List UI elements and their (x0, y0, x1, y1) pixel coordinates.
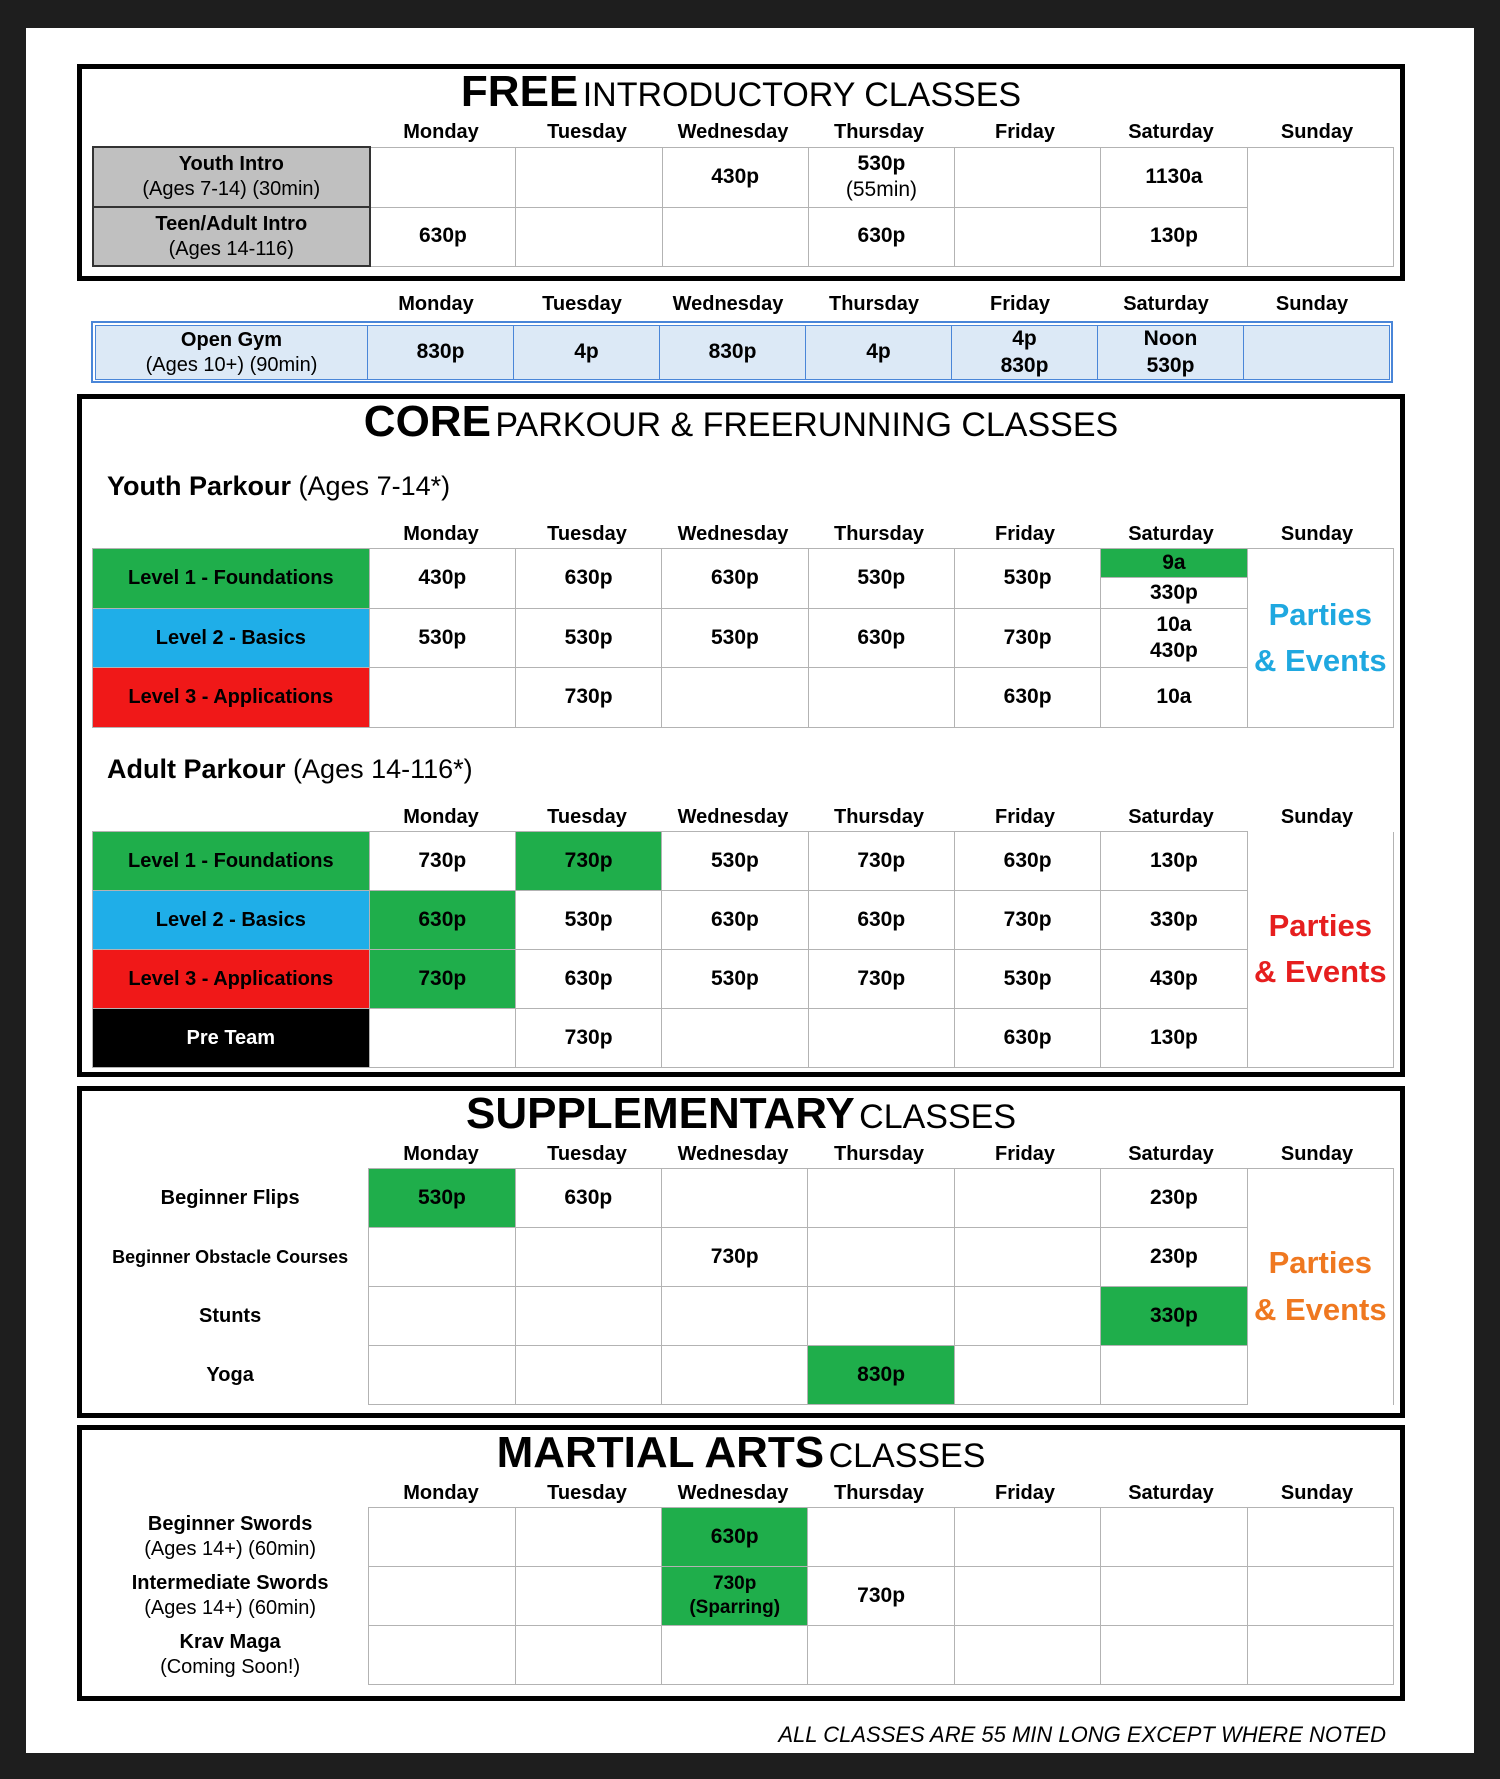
adult-level-1-label: Level 1 - Foundations (93, 832, 370, 891)
parties-label: Parties (1268, 596, 1372, 632)
supplementary-title (82, 1089, 1400, 1139)
schedule-cell (662, 1626, 808, 1685)
teen-intro-label: Teen/Adult Intro (Ages 14-116) (93, 207, 370, 266)
schedule-cell (369, 668, 515, 728)
schedule-cell: Noon 530p (1098, 326, 1244, 380)
supplementary-parties-cell (1247, 1169, 1393, 1405)
day-header-saturday: Saturday (1123, 293, 1209, 315)
day-header-monday: Monday (403, 1143, 479, 1165)
schedule-cell: 830p (660, 326, 806, 380)
schedule-cell (1247, 1626, 1393, 1685)
day-header-friday: Friday (994, 523, 1056, 545)
schedule-cell (808, 1169, 954, 1228)
intro-title-bold: FREE (460, 67, 579, 116)
table-row (93, 832, 1394, 891)
open-gym-day-header (77, 291, 1405, 317)
day-header-saturday: Saturday (1128, 806, 1214, 828)
schedule-cell: 4p (806, 326, 952, 380)
schedule-cell: 1130a (1101, 147, 1247, 207)
schedule-cell (662, 1287, 808, 1346)
footer-note: ALL CLASSES ARE 55 MIN LONG EXCEPT WHERE NOTED (778, 1722, 1386, 1747)
supplementary-title-rest: CLASSES (859, 1098, 1016, 1136)
day-header-saturday: Saturday (1128, 1143, 1214, 1165)
day-header-thursday: Thursday (833, 523, 925, 545)
schedule-cell: 630p (370, 207, 516, 266)
schedule-cell: 730p (515, 1009, 661, 1068)
schedule-cell: 430p (1101, 950, 1247, 1009)
schedule-cell: 630p (808, 207, 954, 266)
schedule-cell: 730p (954, 609, 1100, 668)
day-header-friday: Friday (989, 293, 1051, 315)
day-header-friday: Friday (994, 1482, 1056, 1504)
schedule-cell (954, 1287, 1100, 1346)
schedule-cell (369, 1567, 515, 1626)
schedule-cell-highlight: 630p (369, 891, 515, 950)
open-gym-table (95, 325, 1390, 380)
day-header-tuesday: Tuesday (547, 523, 627, 545)
martial-day-header (82, 1480, 1400, 1506)
krav-maga-label: Krav Maga (Coming Soon!) (92, 1626, 369, 1685)
schedule-cell: 630p (662, 891, 808, 950)
day-header-wednesday: Wednesday (672, 293, 784, 315)
day-header-sunday: Sunday (1280, 1143, 1354, 1165)
pre-team-label: Pre Team (93, 1009, 370, 1068)
table-row (93, 950, 1394, 1009)
schedule-cell: 630p (808, 609, 954, 668)
schedule-cell: 730p (954, 891, 1100, 950)
schedule-cell-highlight: 530p (369, 1169, 515, 1228)
schedule-cell: 630p (954, 1009, 1100, 1068)
schedule-cell: 530p (954, 950, 1100, 1009)
schedule-cell (370, 147, 516, 207)
day-header-sunday: Sunday (1280, 1482, 1354, 1504)
schedule-cell: 630p (515, 950, 661, 1009)
day-header-friday: Friday (994, 1143, 1056, 1165)
table-row (96, 326, 1390, 380)
beginner-flips-label: Beginner Flips (92, 1169, 369, 1228)
day-header-tuesday: Tuesday (547, 806, 627, 828)
day-header-monday: Monday (398, 293, 474, 315)
events-label: & Events (1253, 1291, 1387, 1327)
intro-title-rest: INTRODUCTORY CLASSES (582, 76, 1022, 114)
schedule-cell: 530p (662, 832, 808, 891)
day-header-thursday: Thursday (833, 1143, 925, 1165)
schedule-cell (955, 207, 1101, 266)
schedule-cell: 10a 430p (1101, 609, 1247, 668)
schedule-cell (1244, 326, 1390, 380)
supplementary-table (92, 1168, 1394, 1405)
table-row (92, 1346, 1394, 1405)
schedule-cell-highlight: 830p (808, 1346, 954, 1405)
table-row (93, 207, 1394, 266)
schedule-cell: 4p 830p (952, 326, 1098, 380)
intro-day-header (82, 119, 1400, 145)
martial-arts-table (92, 1507, 1394, 1685)
table-row (93, 549, 1394, 609)
schedule-cell (955, 147, 1101, 207)
martial-arts-title-rest: CLASSES (828, 1437, 986, 1475)
schedule-cell: 430p (662, 147, 808, 207)
martial-arts-title (82, 1428, 1400, 1478)
schedule-cell-highlight: 630p (662, 1508, 808, 1567)
day-header-monday: Monday (403, 121, 479, 143)
day-header-saturday: Saturday (1128, 1482, 1214, 1504)
day-header-tuesday: Tuesday (547, 121, 627, 143)
intermediate-swords-label: Intermediate Swords (Ages 14+) (60min) (92, 1567, 369, 1626)
day-header-monday: Monday (403, 806, 479, 828)
events-label: & Events (1253, 954, 1387, 990)
youth-parkour-heading: Youth Parkour (Ages 7-14*) (107, 471, 451, 501)
schedule-cell: 630p (808, 891, 954, 950)
schedule-cell (1101, 1567, 1247, 1626)
youth-day-header (82, 521, 1400, 547)
schedule-cell-highlight: 330p (1101, 1287, 1247, 1346)
schedule-cell (808, 1009, 954, 1068)
table-row (93, 1009, 1394, 1068)
schedule-cell-highlight: 730p (Sparring) (662, 1567, 808, 1626)
schedule-cell (1101, 1346, 1247, 1405)
schedule-cell (1101, 549, 1247, 609)
youth-parkour-table (92, 548, 1394, 728)
core-title-bold: CORE (363, 397, 491, 446)
day-header-friday: Friday (994, 806, 1056, 828)
schedule-cell (808, 1626, 954, 1685)
schedule-cell (808, 1508, 954, 1567)
schedule-cell (1101, 1626, 1247, 1685)
youth-level-1-label: Level 1 - Foundations (93, 549, 370, 609)
schedule-cell-highlight: 730p (369, 950, 515, 1009)
day-header-thursday: Thursday (833, 121, 925, 143)
slot-text: 330p (1149, 581, 1198, 604)
adult-day-header (82, 804, 1400, 830)
schedule-cell (662, 668, 808, 728)
parties-label: Parties (1268, 1245, 1372, 1281)
day-header-saturday: Saturday (1128, 523, 1214, 545)
adult-parkour-heading: Adult Parkour (Ages 14-116*) (107, 754, 473, 784)
schedule-cell: 530p (662, 609, 808, 668)
table-row (92, 1508, 1394, 1567)
schedule-cell: 630p (662, 549, 808, 609)
day-header-thursday: Thursday (833, 1482, 925, 1504)
day-header-sunday: Sunday (1280, 523, 1354, 545)
schedule-cell (1247, 1567, 1393, 1626)
schedule-cell (662, 1169, 808, 1228)
adult-level-2-label: Level 2 - Basics (93, 891, 370, 950)
core-title (82, 397, 1400, 447)
schedule-cell: 630p (515, 549, 661, 609)
schedule-cell: 530p (808, 549, 954, 609)
schedule-cell: 230p (1101, 1228, 1247, 1287)
day-header-sunday: Sunday (1275, 293, 1349, 315)
schedule-cell (662, 207, 808, 266)
schedule-cell (515, 1626, 661, 1685)
martial-arts-section (77, 1425, 1405, 1701)
day-header-sunday: Sunday (1280, 121, 1354, 143)
schedule-cell (662, 1346, 808, 1405)
schedule-cell (954, 1228, 1100, 1287)
adult-level-3-label: Level 3 - Applications (93, 950, 370, 1009)
open-gym-label: Open Gym (Ages 10+) (90min) (96, 326, 368, 380)
schedule-cell (954, 1567, 1100, 1626)
schedule-cell (515, 1287, 661, 1346)
schedule-cell (516, 207, 662, 266)
schedule-cell: 530p (662, 950, 808, 1009)
yoga-label: Yoga (92, 1346, 369, 1405)
highlight-slot: 9a (1101, 549, 1246, 578)
schedule-cell: 630p (954, 668, 1100, 728)
schedule-cell (808, 668, 954, 728)
schedule-cell (369, 1009, 515, 1068)
day-header-thursday: Thursday (828, 293, 920, 315)
schedule-cell: 530p (515, 609, 661, 668)
schedule-cell: 530p (55min) (808, 147, 954, 207)
schedule-cell: 730p (808, 1567, 954, 1626)
schedule-cell: 530p (954, 549, 1100, 609)
table-row (92, 1567, 1394, 1626)
schedule-cell: 130p (1101, 207, 1247, 266)
day-header-wednesday: Wednesday (677, 523, 789, 545)
schedule-cell (1247, 1508, 1393, 1567)
schedule-cell (1247, 147, 1393, 266)
schedule-cell: 730p (369, 832, 515, 891)
intro-table (92, 146, 1394, 267)
schedule-cell (515, 1567, 661, 1626)
day-header-wednesday: Wednesday (677, 121, 789, 143)
schedule-cell (662, 1009, 808, 1068)
schedule-cell (808, 1228, 954, 1287)
youth-parties-cell (1247, 549, 1393, 728)
table-row (92, 1287, 1394, 1346)
schedule-cell (515, 1508, 661, 1567)
youth-intro-label: Youth Intro (Ages 7-14) (30min) (93, 147, 370, 207)
table-row (93, 147, 1394, 207)
core-section (77, 394, 1405, 1077)
schedule-cell (369, 1228, 515, 1287)
youth-level-2-label: Level 2 - Basics (93, 609, 370, 668)
schedule-cell (369, 1287, 515, 1346)
schedule-cell (516, 147, 662, 207)
day-header-tuesday: Tuesday (547, 1482, 627, 1504)
schedule-cell (515, 1346, 661, 1405)
intro-title (82, 67, 1400, 117)
schedule-cell: 10a (1101, 668, 1247, 728)
day-header-tuesday: Tuesday (547, 1143, 627, 1165)
schedule-page (26, 28, 1474, 1753)
beginner-swords-label: Beginner Swords (Ages 14+) (60min) (92, 1508, 369, 1567)
day-header-thursday: Thursday (833, 806, 925, 828)
martial-arts-title-bold: MARTIAL ARTS (496, 1428, 825, 1477)
supplementary-day-header (82, 1141, 1400, 1167)
events-label: & Events (1253, 643, 1387, 678)
table-row (93, 891, 1394, 950)
schedule-cell: 130p (1101, 1009, 1247, 1068)
day-header-saturday: Saturday (1128, 121, 1214, 143)
table-row (92, 1626, 1394, 1685)
schedule-cell: 730p (662, 1228, 808, 1287)
supplementary-section (77, 1086, 1405, 1418)
schedule-cell (954, 1508, 1100, 1567)
adult-parties-cell (1247, 832, 1393, 1068)
schedule-cell: 830p (368, 326, 514, 380)
intro-section (77, 64, 1405, 281)
stunts-label: Stunts (92, 1287, 369, 1346)
schedule-cell (954, 1169, 1100, 1228)
schedule-cell: 530p (369, 609, 515, 668)
core-title-rest: PARKOUR & FREERUNNING CLASSES (495, 406, 1119, 444)
schedule-cell: 430p (369, 549, 515, 609)
table-row (92, 1169, 1394, 1228)
table-row (92, 1228, 1394, 1287)
day-header-friday: Friday (994, 121, 1056, 143)
schedule-cell (369, 1626, 515, 1685)
schedule-cell: 730p (808, 832, 954, 891)
schedule-cell: 330p (1101, 891, 1247, 950)
youth-level-3-label: Level 3 - Applications (93, 668, 370, 728)
parties-label: Parties (1268, 907, 1372, 943)
day-header-tuesday: Tuesday (542, 293, 622, 315)
schedule-cell: 730p (515, 668, 661, 728)
schedule-cell (954, 1626, 1100, 1685)
schedule-cell: 630p (954, 832, 1100, 891)
schedule-cell (369, 1346, 515, 1405)
schedule-cell: 130p (1101, 832, 1247, 891)
schedule-cell (954, 1346, 1100, 1405)
open-gym-box (91, 321, 1393, 383)
schedule-cell (808, 1287, 954, 1346)
day-header-monday: Monday (403, 523, 479, 545)
schedule-cell (369, 1508, 515, 1567)
schedule-cell: 530p (515, 891, 661, 950)
day-header-sunday: Sunday (1280, 806, 1354, 828)
schedule-cell: 4p (514, 326, 660, 380)
schedule-cell: 230p (1101, 1169, 1247, 1228)
schedule-cell-highlight: 730p (515, 832, 661, 891)
schedule-cell: 630p (515, 1169, 661, 1228)
schedule-cell: 730p (808, 950, 954, 1009)
schedule-cell (1101, 1508, 1247, 1567)
supplementary-title-bold: SUPPLEMENTARY (465, 1089, 855, 1138)
table-row (93, 609, 1394, 668)
day-header-monday: Monday (403, 1482, 479, 1504)
beginner-obstacle-label: Beginner Obstacle Courses (92, 1228, 369, 1287)
table-row (93, 668, 1394, 728)
day-header-wednesday: Wednesday (677, 1482, 789, 1504)
adult-parkour-table (92, 831, 1394, 1068)
schedule-cell (515, 1228, 661, 1287)
day-header-wednesday: Wednesday (677, 1143, 789, 1165)
day-header-wednesday: Wednesday (677, 806, 789, 828)
